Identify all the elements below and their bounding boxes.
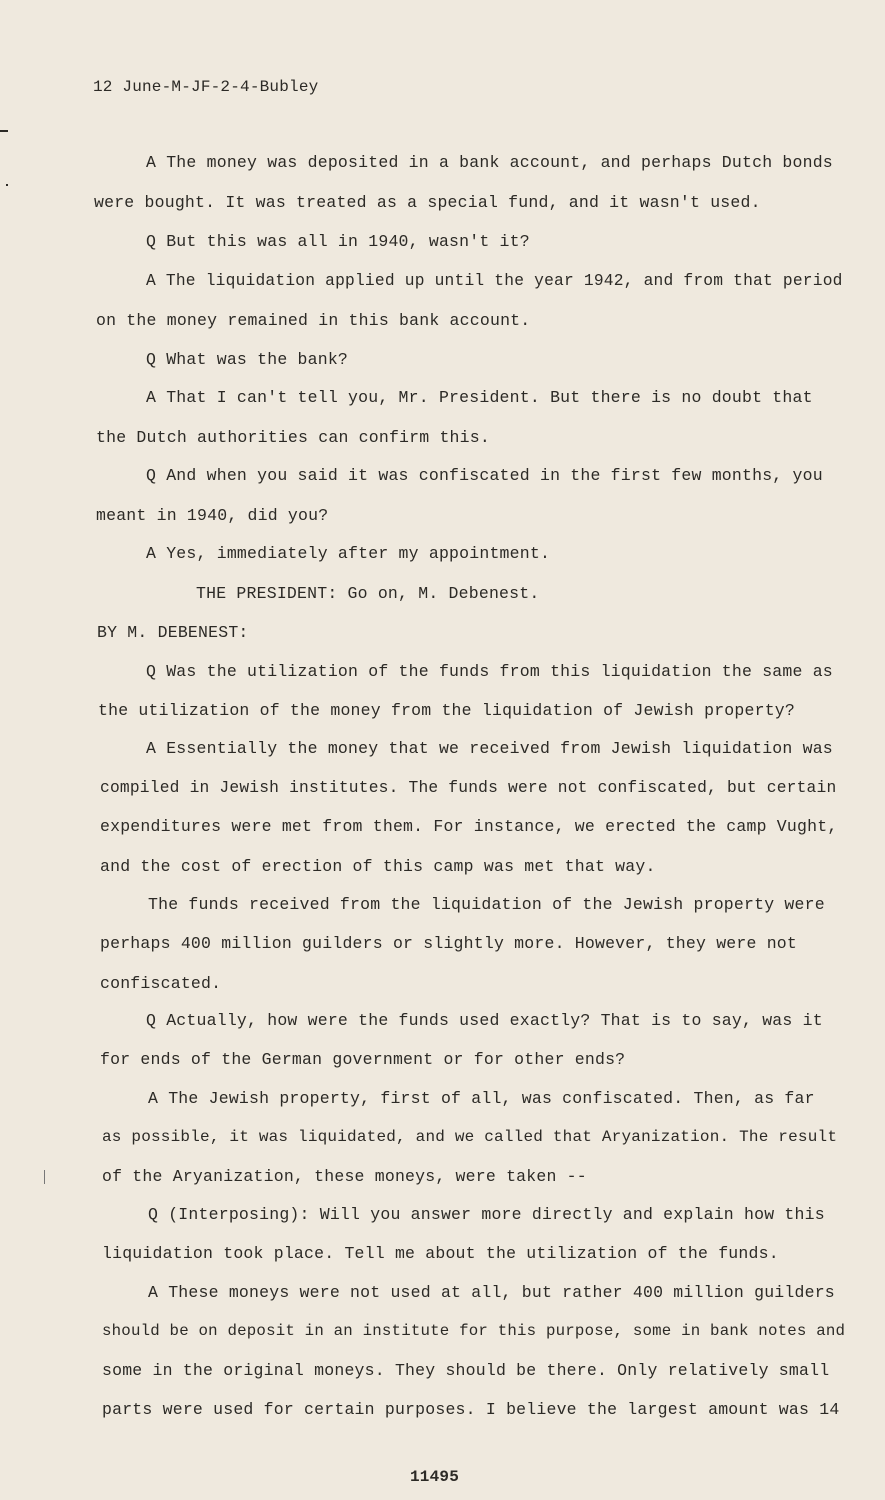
page-header: 12 June-M-JF-2-4-Bubley — [93, 78, 319, 96]
transcript-line: Q Was the utilization of the funds from this liquidation the same as — [146, 662, 833, 681]
margin-dot-mark — [6, 184, 8, 186]
margin-tick-mark — [0, 130, 8, 132]
transcript-line: The funds received from the liquidation of the Jewish property were — [148, 895, 825, 914]
transcript-line: Q (Interposing): Will you answer more directly and explain how this — [148, 1205, 825, 1224]
transcript-line: were bought. It was treated as a special fund, and it wasn't used. — [94, 193, 761, 212]
transcript-line: THE PRESIDENT: Go on, M. Debenest. — [196, 584, 540, 603]
transcript-line: on the money remained in this bank account. — [96, 311, 531, 330]
transcript-line: as possible, it was liquidated, and we called that Aryanization. The result — [102, 1128, 838, 1146]
transcript-line: the Dutch authorities can confirm this. — [96, 428, 490, 447]
transcript-line: some in the original moneys. They should be there. Only relatively small — [102, 1361, 830, 1380]
transcript-line: A The Jewish property, first of all, was confiscated. Then, as far — [148, 1089, 815, 1108]
transcript-line: A The money was deposited in a bank account, and perhaps Dutch bonds — [146, 153, 833, 172]
transcript-line: A That I can't tell you, Mr. President. But there is no doubt that — [146, 388, 813, 407]
transcript-line: of the Aryanization, these moneys, were taken -- — [102, 1167, 587, 1186]
transcript-line: the utilization of the money from the liquidation of Jewish property? — [98, 701, 796, 720]
transcript-line: perhaps 400 million guilders or slightly more. However, they were not — [100, 934, 798, 953]
page-number: 11495 — [410, 1468, 460, 1486]
transcript-line: and the cost of erection of this camp was met that way. — [100, 857, 656, 876]
transcript-line: confiscated. — [100, 974, 222, 993]
transcript-line: meant in 1940, did you? — [96, 506, 329, 525]
transcript-line: BY M. DEBENEST: — [97, 623, 249, 642]
transcript-line: Q But this was all in 1940, wasn't it? — [146, 232, 530, 251]
transcript-line: for ends of the German government or for other ends? — [100, 1050, 626, 1069]
transcript-line: compiled in Jewish institutes. The funds were not confiscated, but certain — [100, 778, 837, 797]
transcript-line: A The liquidation applied up until the year 1942, and from that period — [146, 271, 843, 290]
transcript-line: A These moneys were not used at all, but rather 400 million guilders — [148, 1283, 835, 1302]
transcript-line: liquidation took place. Tell me about the utilization of the funds. — [102, 1244, 779, 1263]
transcript-line: Q Actually, how were the funds used exactly? That is to say, was it — [146, 1011, 823, 1030]
transcript-line: parts were used for certain purposes. I believe the largest amount was 14 — [102, 1400, 840, 1419]
margin-pencil-mark — [44, 1170, 45, 1184]
transcript-line: expenditures were met from them. For instance, we erected the camp Vught, — [100, 817, 838, 836]
transcript-line: A Essentially the money that we received from Jewish liquidation was — [146, 739, 833, 758]
transcript-line: should be on deposit in an institute for this purpose, some in bank notes and — [102, 1322, 846, 1340]
transcript-line: Q And when you said it was confiscated in the first few months, you — [146, 466, 823, 485]
transcript-line: A Yes, immediately after my appointment. — [146, 544, 551, 563]
transcript-line: Q What was the bank? — [146, 350, 349, 369]
